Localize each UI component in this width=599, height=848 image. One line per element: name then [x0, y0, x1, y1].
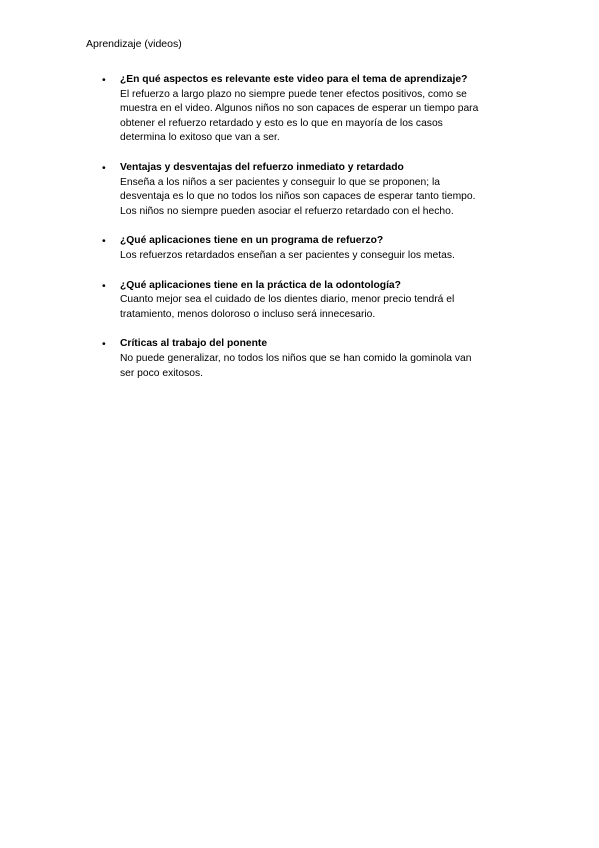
section-body: [120, 249, 522, 264]
section-body: [120, 293, 522, 322]
section-body: [120, 88, 522, 146]
body-line: Enseña a los niños a ser pacientes y conseguir lo que se proponen; la: [120, 176, 440, 188]
body-line: Los refuerzos retardados enseñan a ser pacientes y conseguir los metas.: [120, 249, 455, 261]
body-line: ser poco exitosos.: [120, 367, 203, 379]
document-title: Aprendizaje (videos): [86, 38, 182, 50]
list-item-advantages: [102, 161, 522, 219]
bullet-icon: •: [102, 74, 106, 86]
list-item-criticism: [102, 337, 522, 381]
body-line: desventaja es lo que no todos los niños son capaces de esperar tanto tiempo.: [120, 191, 476, 203]
section-heading: Críticas al trabajo del ponente: [120, 338, 268, 350]
body-line: El refuerzo a largo plazo no siempre puede tener efectos positivos, como se: [120, 88, 467, 100]
bullet-icon: •: [102, 279, 106, 292]
body-line: determina lo exitoso que van a ser.: [120, 132, 280, 144]
bullet-icon: •: [102, 161, 106, 174]
bullet-icon: •: [102, 338, 106, 351]
section-heading: Ventajas y desventajas del refuerzo inmediato y retardado: [120, 161, 404, 173]
section-body: [120, 352, 522, 381]
bullet-icon: •: [102, 235, 106, 248]
body-line: Cuanto mejor sea el cuidado de los dientes diario, menor precio tendrá el: [120, 294, 455, 306]
list-item-program: [102, 234, 522, 263]
body-line: tratamiento, menos doloroso o incluso será innecesario.: [120, 308, 376, 320]
section-heading: ¿En qué aspectos es relevante este video para el tema de aprendizaje?: [120, 74, 468, 85]
section-heading: ¿Qué aplicaciones tiene en un programa de refuerzo?: [120, 235, 384, 247]
body-line: Los niños no siempre pueden asociar el refuerzo retardado con el hecho.: [120, 205, 454, 217]
body-line: muestra en el video. Algunos niños no son capaces de esperar un tiempo para: [120, 103, 479, 115]
section-body: [120, 176, 522, 220]
list-item-relevance: [102, 73, 522, 146]
body-line: No puede generalizar, no todos los niños que se han comido la gominola van: [120, 352, 472, 364]
body-line: obtener el refuerzo retardado y esto es lo que en mayoría de los casos: [120, 117, 443, 129]
question-list: [102, 73, 522, 396]
section-heading: ¿Qué aplicaciones tiene en la práctica de la odontología?: [120, 279, 401, 291]
list-item-dentistry: [102, 279, 522, 323]
